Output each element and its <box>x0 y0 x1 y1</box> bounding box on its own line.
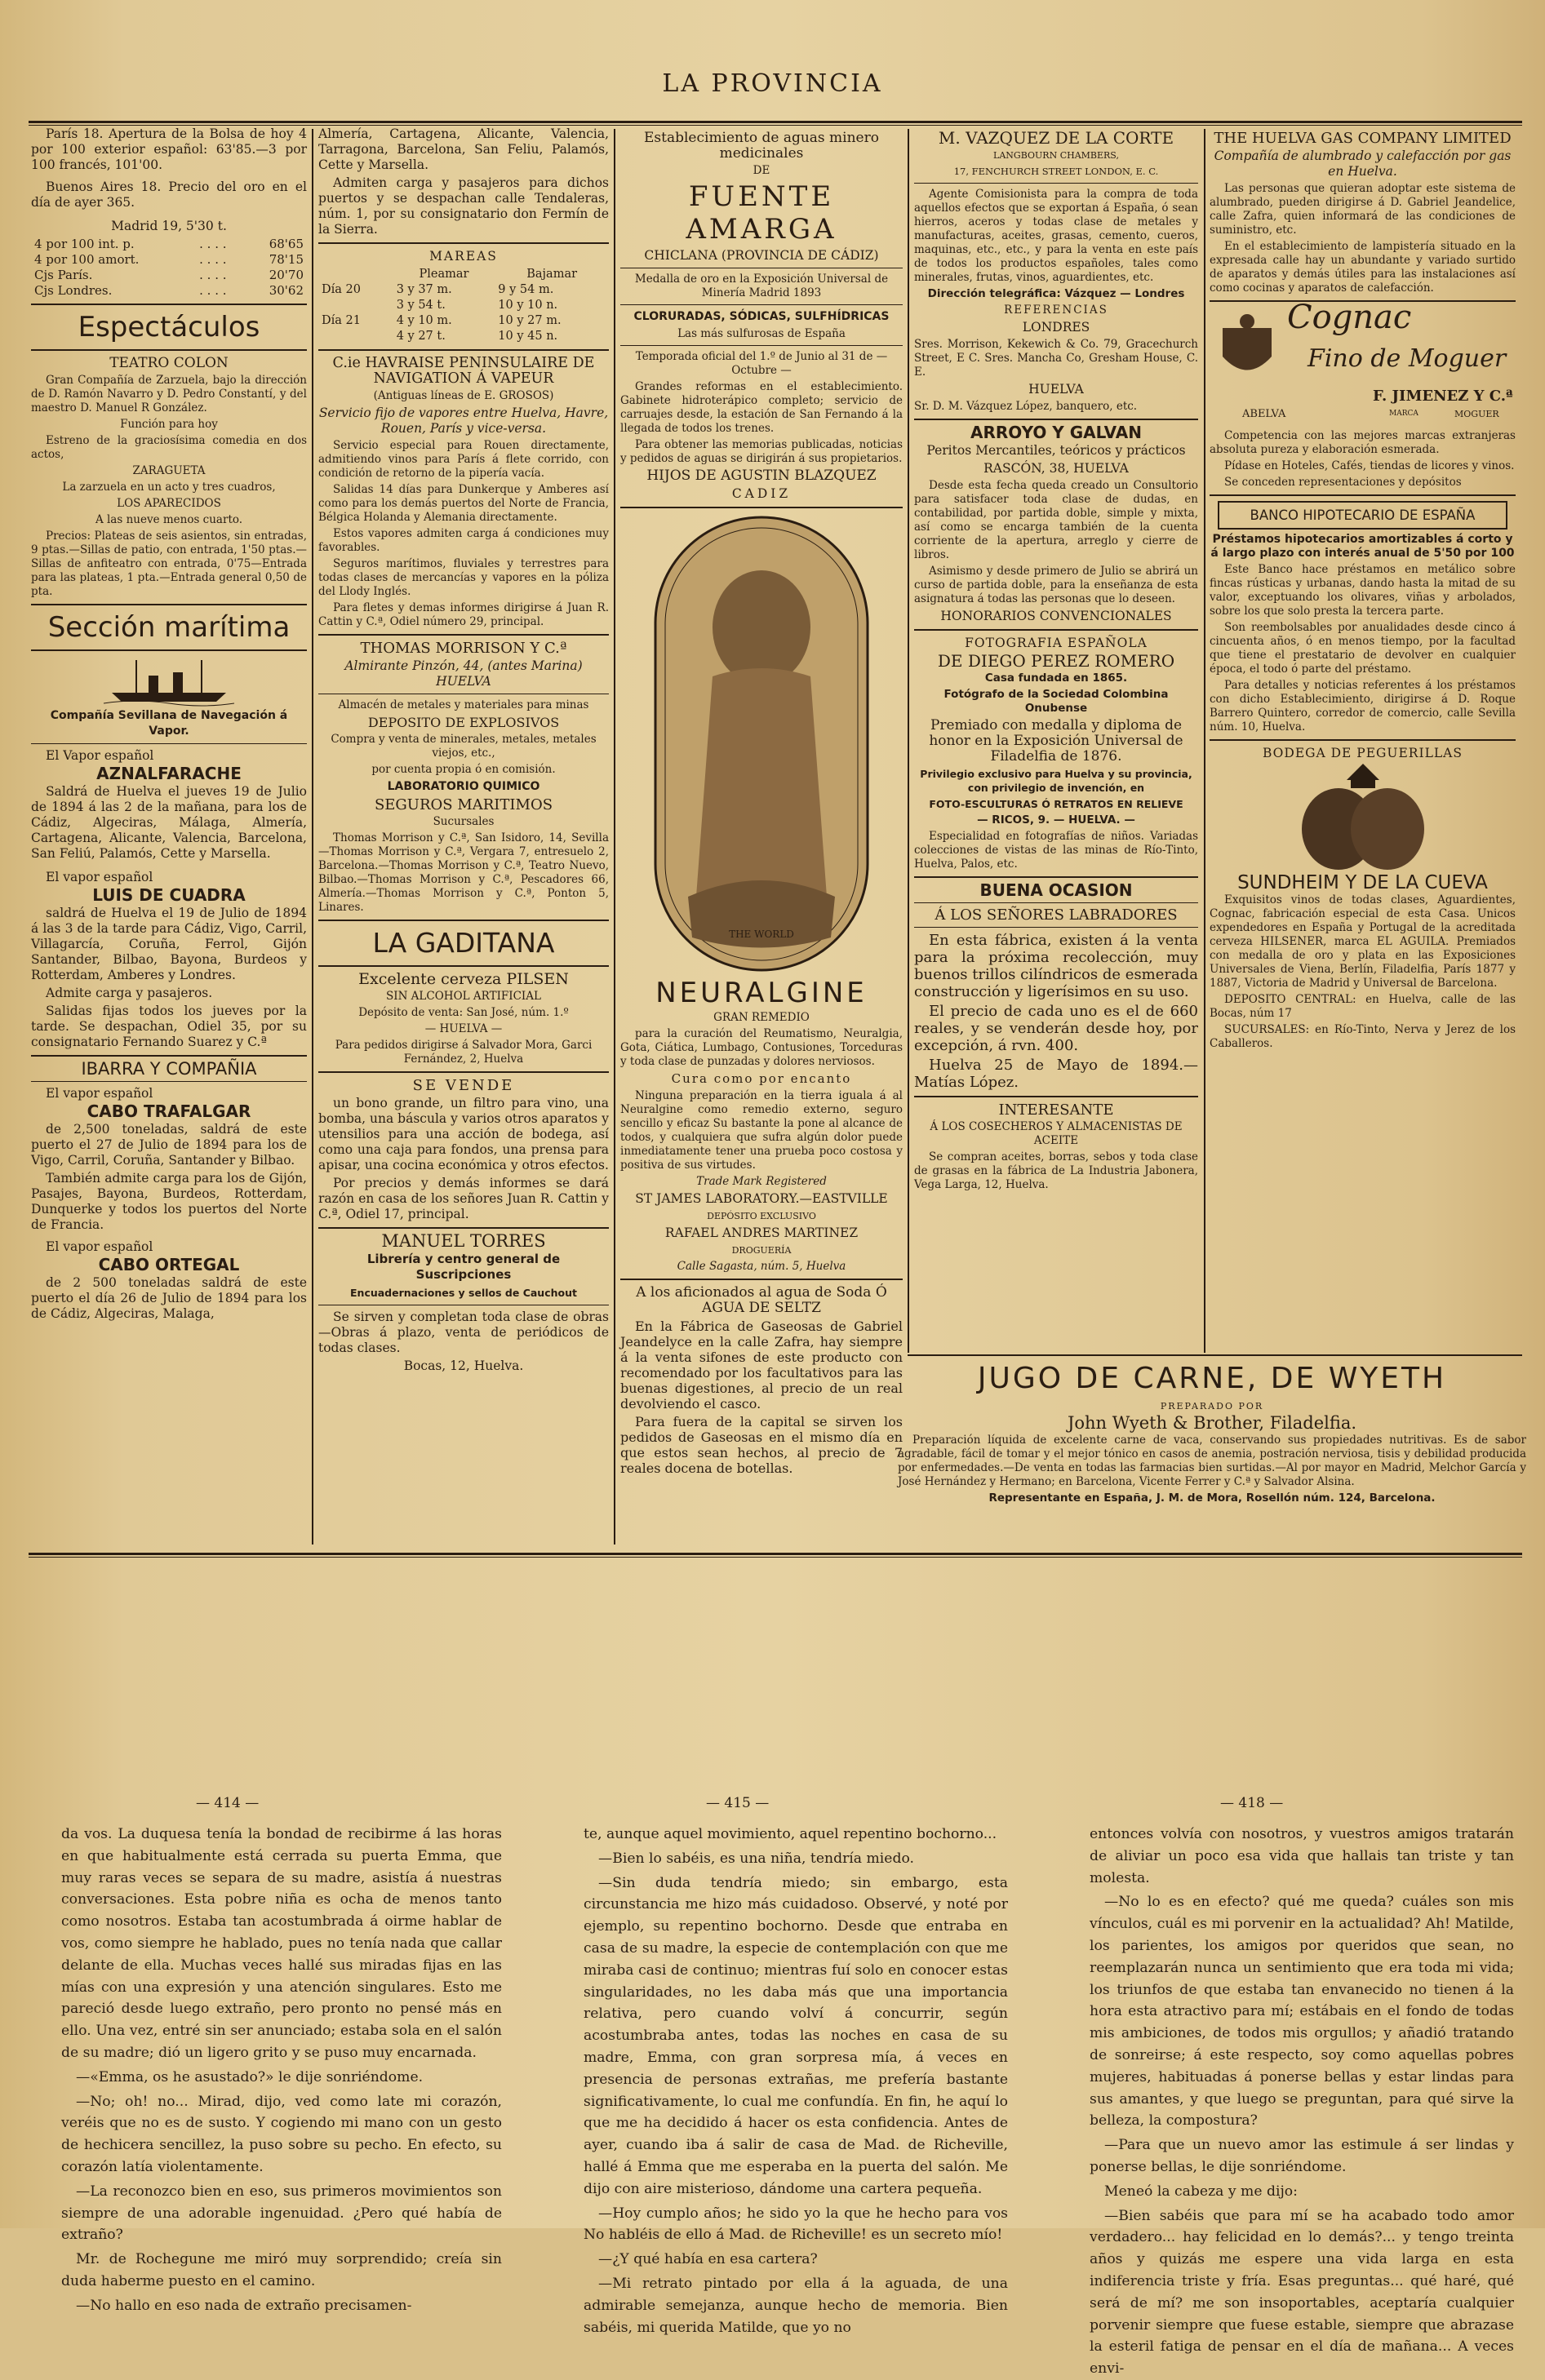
page-number: — 418 — <box>1220 1795 1284 1811</box>
ibarra-heading: IBARRA Y COMPAÑIA <box>81 1059 257 1079</box>
espectaculos-heading: Espectáculos <box>78 311 260 343</box>
bodega-heading: BODEGA DE PEGUERILLAS <box>1263 746 1463 760</box>
rate-row: Cjs Londres. . . . . 30'62 <box>34 283 304 298</box>
page-number: — 414 — <box>196 1795 260 1811</box>
sundheim-heading: SUNDHEIM Y DE LA CUEVA <box>1237 872 1488 893</box>
wyeth-ad: JUGO DE CARNE, DE WYETH PREPARADO POR John Wyeth & Brother, Filadelfia. Preparación líquida de excelente carne de vaca, conservando sus propiedades nutritivas. Es de sabor agradable, fácil de tomar y el mejor tónico en casos de anemia, postración nerviosa, tisis y debilidad producida por enfermedades.—De venta en todas las farmacias bien surtidas.—Al por mayor en Madrid, Melchor García y José Hernández y Hermano; en Barcelona, Vicente Ferrer y C.ª y Salvador Alsina. Representante en España, J. M. de Mora, Rosellón núm. 124, Barcelona. <box>898 1362 1526 1505</box>
cognac-logo: Cognac Fino de Moguer F. JIMENEZ Y C.ª MARCA ABELVA MOGUER <box>1210 307 1516 429</box>
page-number: — 415 — <box>706 1795 770 1811</box>
novel-page-418: entonces volvía con nosotros, y vuestros amigos tratarán de aliviar un poco esa vida que hallais tan triste y tan molesta. —No lo es en efecto? qué me queda? cuáles son mis vínculos, cuál es mi porvenir en la actualidad? Ah! Matilde, los parientes, los amigos por queridos que sean, no reemplazarán nunca un sentimiento que era toda mi vida; los triunfos de que estaba tan envanecido no tienen á la hora esta atractivo para mí; estábais en el fondo de todas mis ambiciones, de todos mis orgullos; y añadió tratando de sonreirse; á este respecto, soy como aquellas pobres mujeres, habituadas á ponerse bellas y estar lindas para sus amantes, y que luego se preguntan, para qué sirve la belleza, la compostura? —Para que un nuevo amor las estimule á ser lindas y ponerse bellas, le dije sonriéndome. Meneó la cabeza y me dijo: —Bien sabéis que para mí se ha acabado todo amor verdadero... hay felicidad en lo demás?... y tengo treinta años y quizás me espere una vida larga en esta indiferencia triste y fría. Esas preguntas... qué haré, qué será de mí? me son insoportables, aceptaría cualquier porvenir siempre que fuese estable, siempre que abrazase la esteril fatiga de pensar en el día de mañana... A veces envi- <box>1090 1826 1514 2378</box>
mareas-table: Pleamar Bajamar Día 20 3 y 37 m. 9 y 54 m. 3 y 54 t. 10 y 10 n. Día 21 4 y 10 m. 10 y 27 m. 4 y 27 t. 10 y 45 n. <box>322 268 578 343</box>
havraise-heading: C.ie HAVRAISE PENINSULAIRE DE NAVIGATION Á VAPEUR <box>332 355 595 387</box>
column-3: Establecimiento de aguas minero medicinales DE FUENTE AMARGA CHICLANA (PROVINCIA DE CÁDIZ) Medalla de oro en la Exposición Universal de Minería Madrid 1893 CLORURADAS, SÓDICAS, SULFHÍDRICAS Las más sulfurosas de España Temporada oficial del 1.º de Junio al 31 de — Octubre — Grandes reformas en el establecimiento. Gabinete hidroterápico completo; servicio de carruajes desde, la estación de San Fernando á la llegada de todos los trenes. Para obtener las memorias publicadas, noticias y pedidos de aguas se dirigirán á sus propietarios. HIJOS DE AGUSTIN BLAZQUEZ CADIZ THE WORLD NEURALGINE GRAN REMEDIO para la curación del Reumatismo, Neuralgia, Gota, Ciática, Lumbago, Contusiones, Torceduras y toda clase de punzadas y dolores nerviosos. Cura como por encanto Ninguna preparación en la tierra iguala á al Neuralgine como remedio externo, seguro sencillo y eficaz Su bastante la pone al alcance de todos, y cualquiera que sufra algún dolor puede inmediatamente tener una prueba poco costosa y positiva de sus virtudes. Trade Mark Registered ST JAMES LABORATORY.—EASTVILLE DEPÓSITO EXCLUSIVO RAFAEL ANDRES MARTINEZ DROGUERÍA Calle Sagasta, núm. 5, Huelva A los aficionados al agua de Soda Ó AGUA DE SELTZ En la Fábrica de Gaseosas de Gabriel Jeandelyce en la calle Zafra, hay siempre á la venta sifones de este producto con recomendado por los facultativos para las buenas digestiones, al precio de un real devolviendo el casco. Para fuera de la capital se sirven los pedidos de Gaseosas en el mismo día en que estos sean hechos, al precio de 7 reales docena de botellas. <box>620 130 903 1476</box>
bottom-rule-thin <box>29 1557 1522 1558</box>
bolsa-paris: París 18. Apertura de la Bolsa de hoy 4 por 100 exterior español: 63'85.—3 por 100 francés, 101'00. <box>31 126 307 172</box>
compania-sevillana: Compañía Sevillana de Navegación á Vapor. <box>50 709 288 738</box>
col-divider <box>1204 129 1205 1353</box>
svg-text:THE WORLD: THE WORLD <box>729 929 794 940</box>
se-vende-heading: SE VENDE <box>412 1077 515 1094</box>
column-4: M. VAZQUEZ DE LA CORTE LANGBOURN CHAMBERS, 17, FENCHURCH STREET LONDON, E. C. Agente Comisionista para la compra de toda aquellos efectos que se exportan á España, ó sean hierros, aceros y todas clase de metales y manufacturas, aceites, grasas, cemento, cueros, maquinas, etc., etc., y para la venta en este país de todos los productos españoles, tales como minerales, frutas, vinos, aguardientes, etc. Dirección telegráfica: Vázquez — Londres REFERENCIAS LONDRES Sres. Morrison, Kekewich & Co. 79, Gracechurch Street, E C. Sres. Mancha Co, Gresham House, C. E. HUELVA Sr. D. M. Vázquez López, banquero, etc. ARROYO Y GALVAN Peritos Mercantiles, teóricos y prácticos RASCÓN, 38, HUELVA Desde esta fecha queda creado un Consultorio para satisfacer toda clase de dudas, en contabilidad, por partida doble, simple y mixta, así como se encarga también de la cuenta corriente de la apertura, arreglo y cierre de libros. Asimismo y desde primero de Julio se abrirá un curso de partida doble, para la enseñanza de esta asignatura á todas las personas que lo deseen. HONORARIOS CONVENCIONALES FOTOGRAFIA ESPAÑOLA DE DIEGO PEREZ ROMERO Casa fundada en 1865. Fotógrafo de la Sociedad Colombina Onubense Premiado con medalla y diploma de honor en la Exposición Universal de Filadelfia de 1876. Privilegio exclusivo para Huelva y su provincia, con privilegio de invención, en FOTO-ESCULTURAS Ó RETRATOS EN RELIEVE — RICOS, 9. — HUELVA. — Especialidad en fotografías de niños. Variadas colecciones de vistas de las minas de Río-Tinto, Huelva, Palos, etc. BUENA OCASION Á LOS SEÑORES LABRADORES En esta fábrica, existen á la venta para la próxima recolección, muy buenos trillos cilíndricos de esmerada construcción y ligerísimos en su uso. El precio de cada uno es el de 660 reales, y se venderán desde hoy, por excepción, á rvn. 400. Huelva 25 de Mayo de 1894.—Matías López. INTERESANTE Á LOS COSECHEROS Y ALMACENISTAS DE ACEITE Se compran aceites, borras, sebos y toda clase de grasas en la fábrica de La Industria Jabonera, Vega Larga, 12, Huelva. <box>914 128 1198 1191</box>
top-rule <box>29 121 1522 123</box>
column-2: Almería, Cartagena, Alicante, Valencia, Tarragona, Barcelona, San Feliu, Palamós, Cette y Marsella. Admiten carga y pasajeros para dichos puertos y se despachan calle Tendaleras, núm. 1, por su consignatario don Fermín de la Sierra. MAREAS Pleamar Bajamar Día 20 3 y 37 m. 9 y 54 m. 3 y 54 t. 10 y 10 n. Día 21 4 y 10 m. 10 y 27 m. 4 y 27 t. 10 y 45 n. C.ie HAVRAISE PENINSULAIRE DE NAVIGATION Á VAPEUR (Antiguas líneas de E. GROSOS) Servicio fijo de vapores entre Huelva, Havre, Rouen, París y vice-versa. Servicio especial para Rouen directamente, admitiendo vinos para París á flete corrido, con condición de retorno de la pipería vacía. Salidas 14 días para Dunkerque y Amberes así como para los demás puertos del Norte de Francia, Bélgica Holanda y Alemania directamente. Estos vapores admiten carga á condiciones muy favorables. Seguros marítimos, fluviales y terrestres para todas clases de mercancías y vapores en la póliza del Llody Inglés. Para fletes y demas informes dirigirse á Juan R. Cattin y C.ª, Odiel número 29, principal. THOMAS MORRISON Y C.ª Almirante Pinzón, 44, (antes Marina) HUELVA Almacén de metales y materiales para minas DEPOSITO DE EXPLOSIVOS Compra y venta de minerales, metales, metales viejos, etc., por cuenta propia ó en comisión. LABORATORIO QUIMICO SEGUROS MARITIMOS Sucursales Thomas Morrison y C.ª, San Isidoro, 14, Sevilla—Thomas Morrison y C.ª, Vergara 7, entresuelo 2, Barcelona.—Thomas Morrison y C.ª, Teatro Nuevo, Bilbao.—Thomas Morrison y C.ª, Pescadores 66, Almería.—Thomas Morrison y C.ª, Ponton 5, Linares. LA GADITANA Excelente cerveza PILSEN SIN ALCOHOL ARTIFICIAL Depósito de venta: San José, núm. 1.º — HUELVA — Para pedidos dirigirse á Salvador Mora, Garci Fernández, 2, Huelva SE VENDE un bono grande, un filtro para vino, una bomba, una báscula y varios otros aparatos y utensilios para una acción de bodega, así como una caja para fondos, una prensa para apisar, una cocina económica y otros efectos. Por precios y demás informes se dará razón en casa de los señores Juan R. Cattin y C.ª, Odiel 17, principal. MANUEL TORRES Librería y centro general de Suscripciones Encuadernaciones y sellos de Cauchout Se sirven y completan toda clase de obras —Obras á plazo, venta de periódicos de todas clases. Bocas, 12, Huelva. <box>318 126 609 1373</box>
column-1: París 18. Apertura de la Bolsa de hoy 4 por 100 exterior español: 63'85.—3 por 100 francés, 101'00. Buenos Aires 18. Precio del oro en el día de ayer 365. Madrid 19, 5'30 t. 4 por 100 int. p. . . . . 68'65 4 por 100 amort. . . . . 78'15 Cjs París. . . . . 20'70 Cjs Londres. . . . . 30'62 Espectáculos TEATRO COLON Gran Compañía de Zarzuela, bajo la dirección de D. Ramón Navarro y D. Pedro Constantí, y del maestro D. Manuel R González. Función para hoy Estreno de la graciosísima comedia en dos actos, ZARAGUETA La zarzuela en un acto y tres cuadros, LOS APARECIDOS A las nueve menos cuarto. Precios: Plateas de seis asientos, sin entradas, 9 ptas.—Sillas de patio, con entrada, 1'50 ptas.—Sillas de anfiteatro con entrada, 0'75—Entrada para las plateas, 1 pta.—Entrada general 0,50 de pta. Sección marítima Compañía Sevillana de Navegación á Vapor. El Vapor español AZNALFARACHE Saldrá de Huelva el jueves 19 de Julio de 1894 á las 2 de la mañana, para los de Cádiz, Algeciras, Málaga, Almería, Cartagena, Alicante, Valencia, Barcelona, San Feliú, Palamós, Cette y Marsella. El vapor español LUIS DE CUADRA saldrá de Huelva el 19 de Julio de 1894 á las 3 de la tarde para Cádiz, Vigo, Carril, Villagarcía, Coruña, Ferrol, Gijón Santander, Bilbao, Bayona, Burdeos y Rotterdam, Amberes y Londres. Admite carga y pasajeros. Salidas fijas todos los jueves por la tarde. Se despachan, Odiel 35, por su consignatario Fernando Suarez y C.ª IBARRA Y COMPAÑIA El vapor español CABO TRAFALGAR de 2,500 toneladas, saldrá de este puerto el 27 de Julio de 1894 para los de Vigo, Carril, Coruña, Santander y Bilbao. También admite carga para los de Gijón, Pasajes, Bayona, Burdeos, Rotterdam, Dunquerke y todos los puertos del Norte de Francia. El vapor español CABO ORTEGAL de 2 500 toneladas saldrá de este puerto el día 26 de Julio de 1894 para los de Cádiz, Algeciras, Malaga, <box>31 126 307 1321</box>
gaditana-heading: LA GADITANA <box>372 927 555 959</box>
novel-page-415: te, aunque aquel movimiento, aquel repentino bochorno... —Bien lo sabéis, es una niña, tendría miedo. —Sin duda tendría miedo; sin embargo, esta circunstancia me hizo más cuidadoso. Observé, y noté por ejemplo, su repentino bochorno. Desde que entraba en casa de su madre, la especie de contemplación con que me miraba casi de continuo; mientras fuí solo en conocer estas singularidades, no les daba más que una importancia relativa, pero cuando volví á concurrir, según acostumbraba antes, todas las noches en casa de su madre, Emma, con gran sorpresa mía, á veces en presencia de personas extrañas, me prefería bastante significativamente, lo cual me confundía. En fin, he aquí lo que me ha decidido á hacer os esta confidencia. Antes de ayer, cuando iba á salir de casa de Mad. de Richeville, hallé á Emma que me esperaba en la puerta del salón. Me dijo con aire misterioso, dándome una cartera pequeña. —Hoy cumplo años; he sido yo la que he hecho para vos No habléis de ello á Mad. de Richeville! es un secreto mío! —¿Y qué había en esa cartera? —Mi retrato pintado por ella á la aguada, de una admirable semejanza, aunque hecho de memoria. Bien sabéis, mi querida Matilde, que yo no <box>584 1826 1008 2336</box>
vapor-cabo-trafalgar: CABO TRAFALGAR <box>87 1101 251 1121</box>
vapor-cabo-ortegal: CABO ORTEGAL <box>98 1255 240 1274</box>
morrison-heading: THOMAS MORRISON Y C.ª <box>360 640 567 657</box>
estab-heading: Establecimiento de aguas minero medicinales <box>644 130 879 162</box>
seccion-maritima-heading: Sección marítima <box>47 611 291 644</box>
torres-heading: MANUEL TORRES <box>381 1231 546 1251</box>
col-divider <box>614 129 615 1545</box>
col-divider <box>312 129 313 1545</box>
column-5: THE HUELVA GAS COMPANY LIMITED Compañía de alumbrado y calefacción por gas en Huelva. Las personas que quieran adoptar este sistema de alumbrado, pueden dirigirse á D. Gabriel Jeandelice, calle Zafra, quien informará de las condiciones de suministro, etc. En el establecimiento de lampistería situado en la expresada calle hay un abundante y variado surtido de aparatos y demás útiles para las instalaciones así como cocinas y aparatos de calefacción. Cognac Fino de Moguer F. JIMENEZ Y C.ª MARCA ABELVA MOGUER Competencia con las mejores marcas extranjeras absoluta pureza y elaboración esmerada. Pídase en Hoteles, Cafés, tiendas de licores y vinos. Se conceden representaciones y depósitos BANCO HIPOTECARIO DE ESPAÑA Préstamos hipotecarios amortizables á corto y á largo plazo con interés anual de 5'50 por 100 Este Banco hace préstamos en metálico sobre fincas rústicas y urbanas, dando hasta la mitad de su valor, exceptuando los olivares, viñas y arbolados, sobre los que solo presta la tercera parte. Son reembolsables por anualidades desde cinco á cincuenta años, ó en menos tiempo, por la facultad que tiene el prestatario de devolver en cualquier época, el todo ó parte del préstamo. Para detalles y noticias referentes á los préstamos con dicho Establecimiento, dirigirse á D. Roque Barrero Quintero, corredor de comercio, calle Sevilla núm. 10, Huelva. BODEGA DE PEGUERILLAS SUNDHEIM Y DE LA CUEVA Exquisitos vinos de todas clases, Aguardientes, Cognac, fabricación especial de esta Casa. Unicos expendedores en España y Portugal de la acreditada cerveza HILSENER, marca EL AGUILA. Premiados con medalla de oro y plata en las Exposiciones Universales de Viena, Berlín, Filadelfia, París 1877 y 1887, Victoria de Madrid y Universal de Barcelona. DEPOSITO CENTRAL: en Huelva, calle de las Bocas, núm 17 SUCURSALES: en Río-Tinto, Nerva y Jerez de los Caballeros. <box>1210 130 1516 1050</box>
neuralgine-illustration <box>639 513 884 974</box>
rate-row: 4 por 100 amort. . . . . 78'15 <box>34 252 304 267</box>
neuralgine-title: NEURALGINE <box>655 977 868 1009</box>
bolsa-buenos-aires: Buenos Aires 18. Precio del oro en el día de ayer 365. <box>31 179 307 210</box>
interesante-heading: INTERESANTE <box>998 1101 1114 1119</box>
crest-icon <box>1214 312 1280 385</box>
mareas-heading: MAREAS <box>429 249 498 264</box>
rate-row: Cjs París. . . . . 20'70 <box>34 268 304 282</box>
fuente-amarga-title: FUENTE AMARGA <box>686 180 837 246</box>
col-divider <box>908 129 909 1353</box>
buena-ocasion-heading: BUENA OCASION <box>979 880 1133 900</box>
teatro-colon: TEATRO COLON <box>109 355 229 371</box>
rates-table <box>31 237 307 299</box>
novel-page-414: da vos. La duquesa tenía la bondad de recibirme á las horas en que habitualmente está cerrada su puerta Emma, que muy raras veces se separa de su madre, asistía á nuestras conversaciones. Esta pobre niña es ocha de menos tanto como nosotros. Estaba tan acostumbrada á oirme hablar de vos, como siempre he hablado, pues no tenía nada que callar delante de ella. Muchas veces hallé sus miradas fijas en las mías con una expresión y una atención singulares. Esto me pareció desde luego extraño, pero pronto no pensé más en ello. Una vez, entré sin ser anunciado; estaba sola en el salón de su madre; dió un ligero grito y se puso muy encarnada. —«Emma, os he asustado?» le dije sonriéndome. —No; oh! no... Mirad, dijo, ved como late mi corazón, veréis que no es de susto. Y cogiendo mi mano con un gesto de hechicera sencillez, la puso sobre su pecho. En efecto, su corazón latía violentamente. —La reconozco bien en eso, sus primeros movimientos son siempre de una adorable ingenuidad. ¿Pero qué había de extraño? Mr. de Rochegune me miró muy sorprendido; creía sin duda haberme puesto en el camino. —No hallo en eso nada de extraño precisamen- <box>61 1826 502 2314</box>
arroyo-galvan-heading: ARROYO Y GALVAN <box>970 423 1142 442</box>
bottom-rule <box>29 1553 1522 1555</box>
madrid-head: Madrid 19, 5'30 t. <box>111 219 227 233</box>
rate-row: 4 por 100 int. p. . . . . 68'65 <box>34 237 304 251</box>
ship-icon <box>104 656 234 705</box>
coat-of-arms-icon <box>1281 764 1445 874</box>
banco-heading: BANCO HIPOTECARIO DE ESPAÑA <box>1218 501 1507 530</box>
wyeth-title: JUGO DE CARNE, DE WYETH <box>977 1362 1447 1395</box>
gas-company-heading: THE HUELVA GAS COMPANY LIMITED <box>1214 130 1512 147</box>
diego-perez-heading: DE DIEGO PEREZ ROMERO <box>937 651 1175 671</box>
vazquez-heading: M. VAZQUEZ DE LA CORTE <box>938 128 1174 148</box>
top-rule-thin <box>29 125 1522 126</box>
vapor-aznalfarache: AZNALFARACHE <box>96 764 242 783</box>
masthead: LA PROVINCIA <box>662 69 883 98</box>
vapor-luis-de-cuadra: LUIS DE CUADRA <box>92 885 246 905</box>
wyeth-rule <box>908 1354 1522 1356</box>
